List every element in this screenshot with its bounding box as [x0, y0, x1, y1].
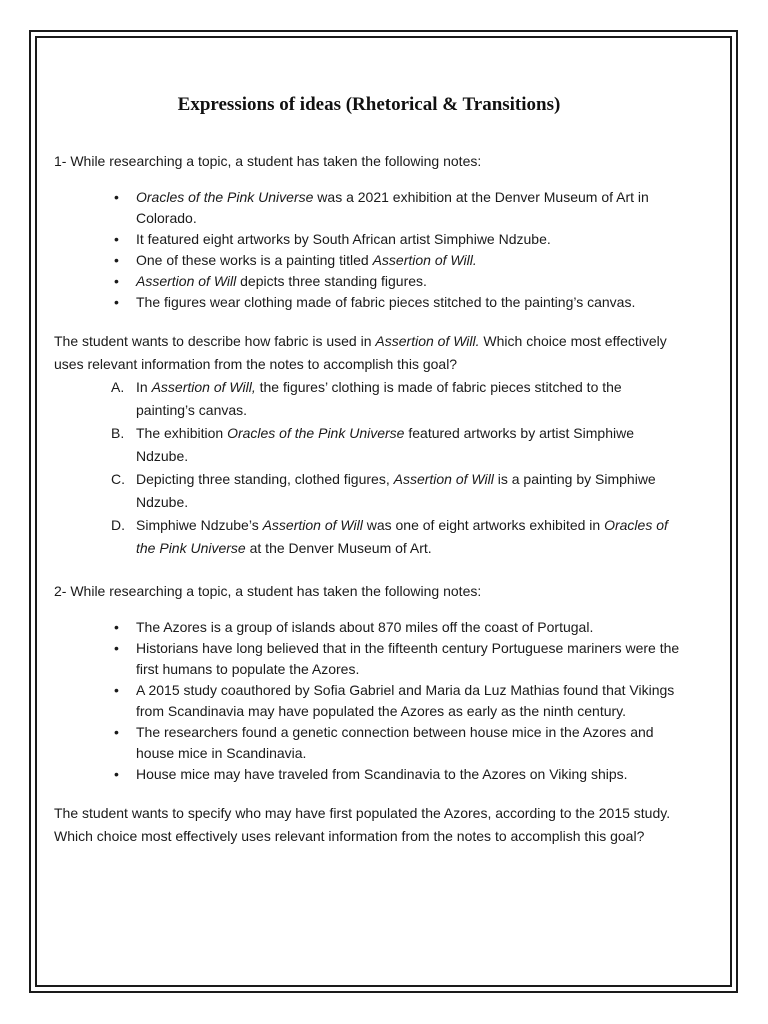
text-run: was a 2021 exhibition at the Denver Museum of Art in Colorado. — [136, 189, 649, 226]
note-item — [136, 229, 684, 250]
question-intro: 2- While researching a topic, a student has taken the following notes: — [54, 583, 482, 599]
answer-choices — [54, 376, 684, 560]
question-1 — [54, 151, 684, 560]
choice-text — [136, 471, 656, 510]
text-run: depicts three standing figures. — [236, 273, 427, 289]
italic-title: Oracles of the Pink Universe — [227, 425, 405, 441]
text-run: The student wants to describe how fabric is used in — [54, 333, 376, 349]
text-run: was one of eight artworks exhibited in — [362, 517, 605, 533]
note-item — [136, 271, 684, 292]
text-run: A 2015 study coauthored by Sofia Gabriel and Maria da Luz Mathias found that Vikings from Scandinavia may have populated the Azores as early as the ninth century. — [136, 682, 675, 719]
italic-title: Oracles of the Pink Universe — [136, 517, 668, 556]
choice-letter: D. — [111, 517, 125, 533]
choice-text — [136, 379, 622, 418]
choice-d[interactable] — [111, 514, 684, 560]
choice-text — [136, 425, 634, 464]
text-run: The researchers found a genetic connection between house mice in the Azores and house mice in Scandinavia. — [136, 724, 654, 761]
italic-title: Assertion of Will — [262, 517, 363, 533]
worksheet — [54, 92, 684, 848]
note-item — [136, 250, 684, 271]
note-item — [136, 638, 684, 680]
text-run: House mice may have traveled from Scandinavia to the Azores on Viking ships. — [136, 766, 628, 782]
text-run: featured artworks by artist Simphiwe Ndzube. — [136, 425, 634, 464]
note-item — [136, 292, 684, 313]
choice-c[interactable] — [111, 468, 684, 514]
italic-title: Oracles of the Pink Universe — [136, 189, 314, 205]
question-2 — [54, 581, 684, 848]
text-run: at the Denver Museum of Art. — [245, 540, 432, 556]
note-item — [136, 722, 684, 764]
text-run: Which choice most effectively uses relevant information from the notes to accomplish this goal? — [54, 333, 667, 372]
note-item — [136, 764, 684, 785]
choice-text — [136, 517, 668, 556]
text-run: Simphiwe Ndzube’s — [136, 517, 263, 533]
choice-letter: B. — [111, 425, 125, 441]
notes-list — [54, 187, 684, 313]
note-item — [136, 187, 684, 229]
note-item — [136, 680, 684, 722]
choice-a[interactable] — [111, 376, 684, 422]
note-item — [136, 617, 684, 638]
text-run: In — [136, 379, 152, 395]
text-run: the figures’ clothing is made of fabric pieces stitched to the painting’s canvas. — [136, 379, 622, 418]
text-run: is a painting by Simphiwe Ndzube. — [136, 471, 656, 510]
text-run: Historians have long believed that in the fifteenth century Portuguese mariners were the first humans to populate the Azores. — [136, 640, 680, 677]
text-run: The exhibition — [136, 425, 228, 441]
choice-letter: A. — [111, 379, 125, 395]
page-title: Expressions of ideas (Rhetorical & Transitions) — [177, 94, 561, 115]
italic-title: Assertion of Will. — [375, 333, 480, 349]
text-run: The figures wear clothing made of fabric pieces stitched to the painting’s canvas. — [136, 294, 636, 310]
question-intro: 1- While researching a topic, a student has taken the following notes: — [54, 153, 482, 169]
text-run: One of these works is a painting titled — [136, 252, 373, 268]
question-stem — [54, 802, 684, 848]
italic-title: Assertion of Will — [393, 471, 494, 487]
text-run: The student wants to specify who may have first populated the Azores, according to the 2015 study. Which choice most effectively uses relevant information from the notes to accomplish this goal? — [54, 805, 671, 844]
text-run: It featured eight artworks by South African artist Simphiwe Ndzube. — [136, 231, 551, 247]
italic-title: Assertion of Will — [136, 273, 237, 289]
text-run: Depicting three standing, clothed figures, — [136, 471, 394, 487]
text-run: The Azores is a group of islands about 870 miles off the coast of Portugal. — [136, 619, 594, 635]
choice-letter: C. — [111, 471, 125, 487]
italic-title: Assertion of Will, — [151, 379, 256, 395]
question-stem — [54, 330, 684, 376]
italic-title: Assertion of Will. — [372, 252, 477, 268]
notes-list — [54, 617, 684, 785]
choice-b[interactable] — [111, 422, 684, 468]
